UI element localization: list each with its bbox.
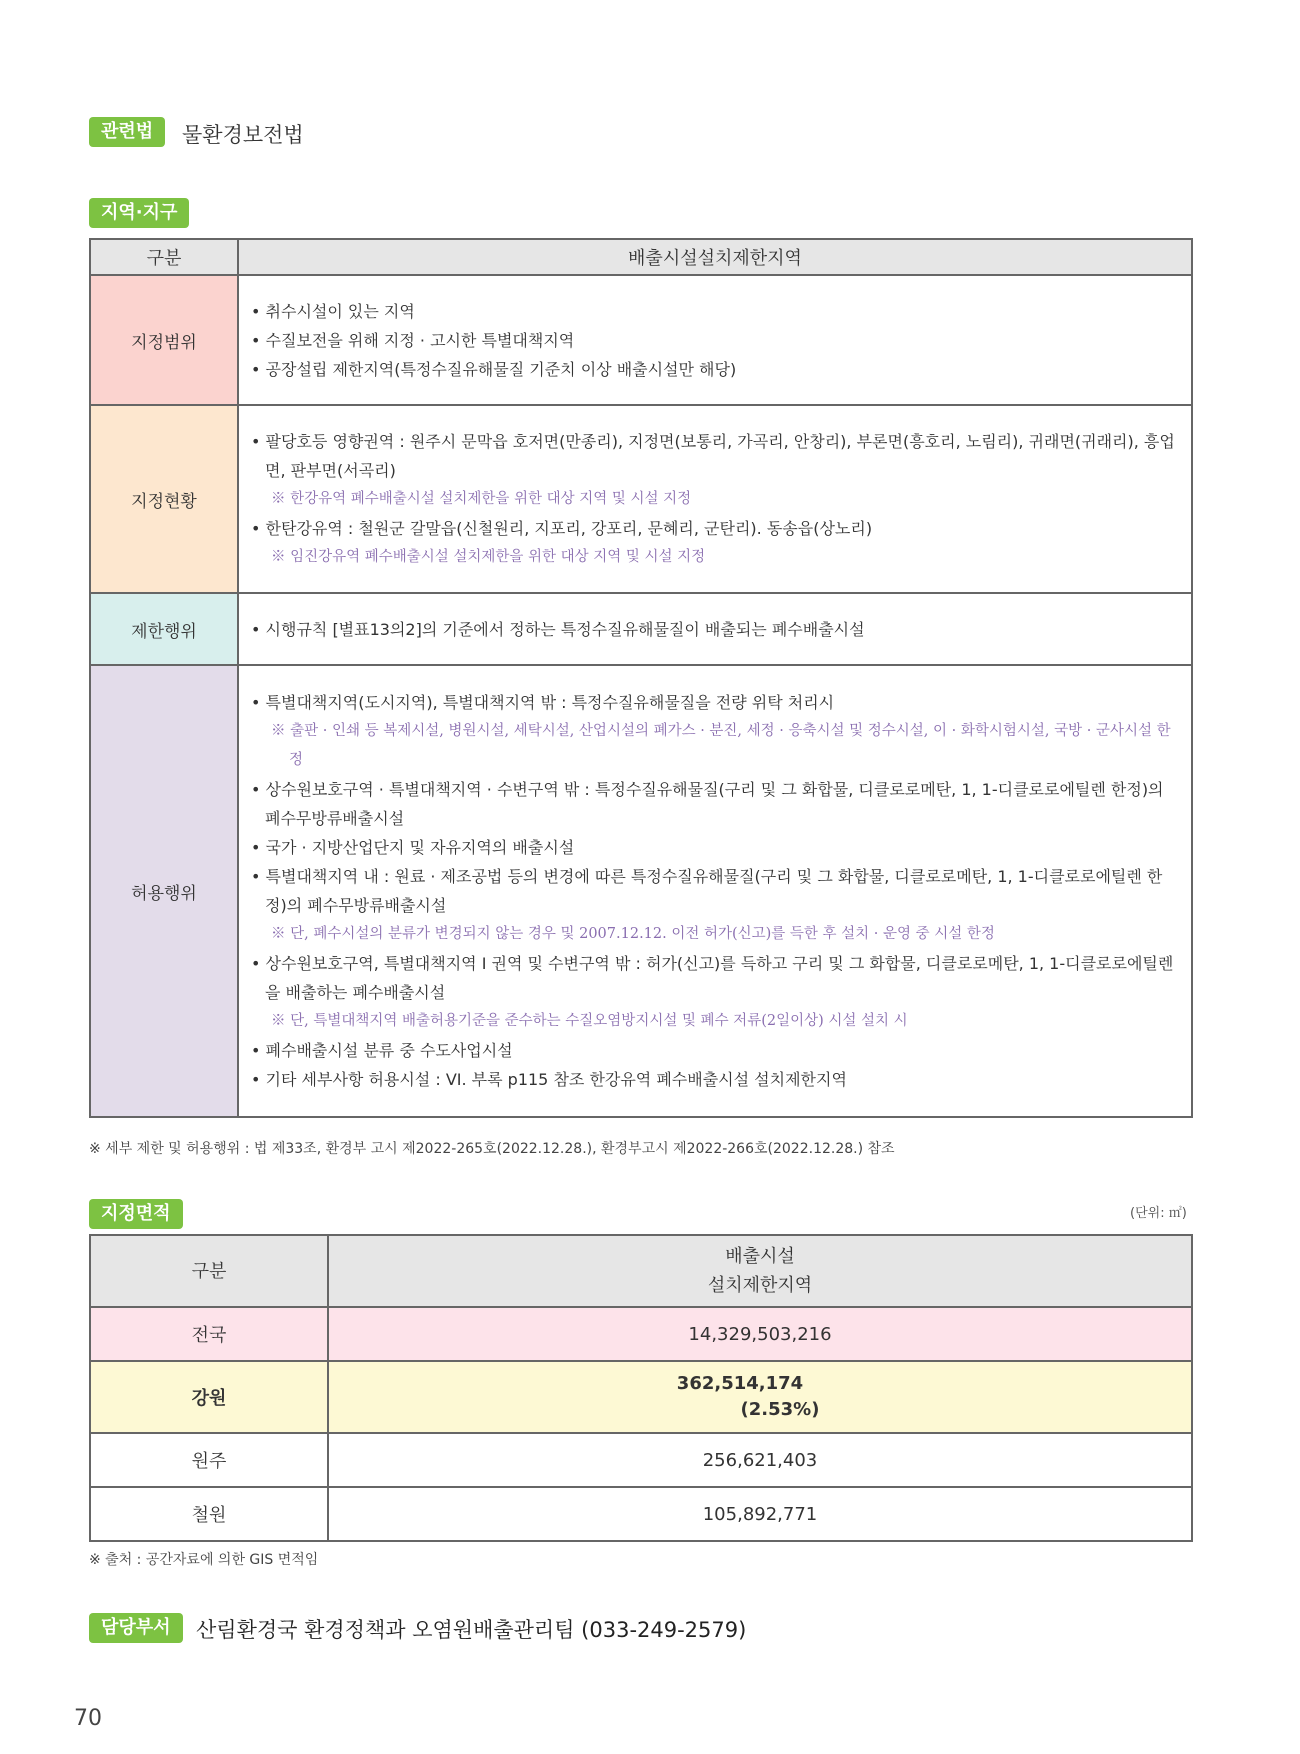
list-item: • 시행규칙 [별표13의2]의 기준에서 정하는 특정수질유해물질이 배출되는 폐수배출시설 [251, 615, 1181, 644]
area-value: 105,892,771 [328, 1487, 1192, 1541]
area-footnote: ※ 출처 : 공간자료에 의한 GIS 면적임 [89, 1552, 319, 1568]
zone-tag: 지역·지구 [89, 198, 189, 228]
area-table [89, 1234, 1193, 1542]
area-percent: (2.53%) [740, 1399, 820, 1420]
table-row [90, 1307, 1192, 1361]
table-row [90, 1361, 1192, 1433]
region-name: 강원 [90, 1361, 328, 1433]
zone-footnote: ※ 세부 제한 및 허용행위 : 법 제33조, 환경부 고시 제2022-265호(2022.12.28.), 환경부고시 제2022-266호(2022.12.28.) 참조 [89, 1141, 895, 1157]
zone-row-body [238, 275, 1192, 405]
zone-row-body [238, 665, 1192, 1117]
zone-header-restricted-area: 배출시설설치제한지역 [238, 239, 1192, 275]
list-item: • 국가 · 지방산업단지 및 자유지역의 배출시설 [251, 833, 1181, 862]
law-name: 물환경보전법 [182, 123, 304, 147]
unit-label: (단위: ㎡) [1130, 1206, 1187, 1221]
region-name: 원주 [90, 1433, 328, 1487]
table-row [90, 1433, 1192, 1487]
note-item: ※ 출판 · 인쇄 등 복제시설, 병원시설, 세탁시설, 산업시설의 폐가스 · 분진, 세정 · 응축시설 및 정수시설, 이 · 화학시험시설, 국방 · 군사시설 한정 [271, 723, 1171, 768]
note-item: ※ 단, 폐수시설의 분류가 변경되지 않는 경우 및 2007.12.12. 이전 허가(신고)를 득한 후 설치 · 운영 중 시설 한정 [271, 926, 995, 942]
zone-row-category: 제한행위 [90, 593, 238, 665]
zone-row-category: 지정범위 [90, 275, 238, 405]
zone-row-body [238, 593, 1192, 665]
list-item: • 상수원보호구역 · 특별대책지역 · 수변구역 밖 : 특정수질유해물질(구리 및 그 화합물, 디클로로메탄, 1, 1-디클로로에틸렌 한정)의 폐수무방류배출시설 [251, 775, 1181, 833]
list-item: • 특별대책지역 내 : 원료 · 제조공법 등의 변경에 따른 특정수질유해물질(구리 및 그 화합물, 디클로로메탄, 1, 1-디클로로에틸렌 한정)의 폐수무방류배출시설 [251, 862, 1181, 920]
note-item: ※ 한강유역 폐수배출시설 설치제한을 위한 대상 지역 및 시설 지정 [271, 490, 692, 507]
note-item: ※ 임진강유역 폐수배출시설 설치제한을 위한 대상 지역 및 시설 지정 [271, 548, 706, 565]
list-item: • 기타 세부사항 허용시설 : VI. 부록 p115 참조 한강유역 폐수배출시설 설치제한지역 [251, 1065, 1181, 1094]
zone-row-scope [90, 275, 1192, 405]
area-header-line-1: 배출시설 [725, 1246, 795, 1267]
list-item: • 상수원보호구역, 특별대책지역 I 권역 및 수변구역 밖 : 허가(신고)를 득하고 구리 및 그 화합물, 디클로로메탄, 1, 1-디클로로에틸렌을 배출하는 폐수배출시설 [251, 949, 1181, 1007]
zone-row-category: 지정현황 [90, 405, 238, 593]
list-item: • 팔당호등 영향권역 : 원주시 문막읍 호저면(만종리), 지정면(보통리, 가곡리, 안창리), 부론면(흥호리, 노림리), 귀래면(귀래리), 흥업면, 판부면(서곡리) [251, 427, 1181, 485]
list-item: • 한탄강유역 : 철원군 갈말읍(신철원리, 지포리, 강포리, 문혜리, 군탄리). 동송읍(상노리) [251, 514, 1181, 543]
list-item: • 특별대책지역(도시지역), 특별대책지역 밖 : 특정수질유해물질을 전량 위탁 처리시 [251, 688, 1181, 717]
zone-row-restricted [90, 593, 1192, 665]
zone-header-row [90, 239, 1192, 275]
area-header-restricted-area [328, 1235, 1192, 1307]
zone-row-status [90, 405, 1192, 593]
zone-table [89, 238, 1193, 1118]
area-header-category: 구분 [90, 1235, 328, 1307]
law-tag: 관련법 [89, 117, 165, 147]
list-item: • 폐수배출시설 분류 중 수도사업시설 [251, 1036, 1181, 1065]
area-header-row [90, 1235, 1192, 1307]
zone-row-permitted [90, 665, 1192, 1117]
zone-header-category: 구분 [90, 239, 238, 275]
dept-tag: 담당부서 [89, 1613, 183, 1643]
zone-row-category: 허용행위 [90, 665, 238, 1117]
list-item: • 공장설립 제한지역(특정수질유해물질 기준치 이상 배출시설만 해당) [251, 355, 1181, 384]
area-tag: 지정면적 [89, 1199, 183, 1229]
dept-contact: 산림환경국 환경정책과 오염원배출관리팀 (033-249-2579) [196, 1618, 747, 1642]
note-item: ※ 단, 특별대책지역 배출허용기준을 준수하는 수질오염방지시설 및 폐수 저류(2일이상) 시설 설치 시 [271, 1013, 908, 1029]
area-value: 14,329,503,216 [328, 1307, 1192, 1361]
area-value: 256,621,403 [328, 1433, 1192, 1487]
page-number: 70 [74, 1706, 102, 1731]
area-header-line-2: 설치제한지역 [707, 1275, 813, 1296]
table-row [90, 1487, 1192, 1541]
region-name: 전국 [90, 1307, 328, 1361]
list-item: • 수질보전을 위해 지정 · 고시한 특별대책지역 [251, 326, 1181, 355]
area-value: 362,514,174 [676, 1373, 804, 1394]
area-value-cell [328, 1361, 1192, 1433]
list-item: • 취수시설이 있는 지역 [251, 297, 1181, 326]
zone-row-body [238, 405, 1192, 593]
region-name: 철원 [90, 1487, 328, 1541]
